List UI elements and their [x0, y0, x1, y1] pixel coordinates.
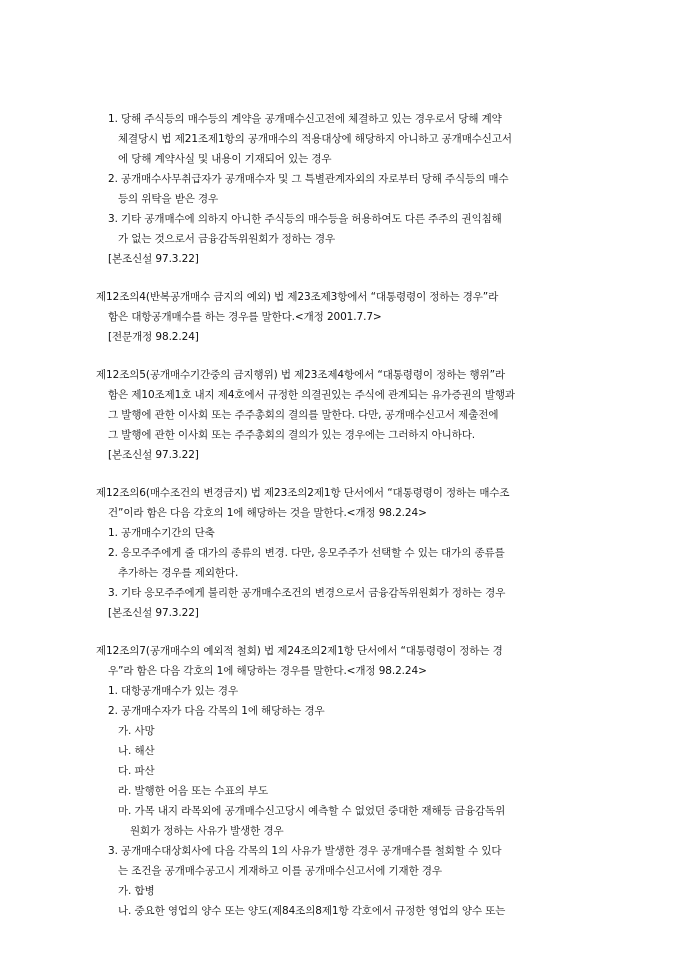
text-line: 1. 대항공개매수가 있는 경우 [108, 685, 239, 697]
text-line: 1. 당해 주식등의 매수등의 계약을 공개매수신고전에 체결하고 있는 경우로서 당해 계약 [108, 113, 502, 125]
text-line: 에 당해 계약사실 및 내용이 기재되어 있는 경우 [118, 153, 332, 165]
text-line: 3. 기타 공개매수에 의하지 아니한 주식등의 매수등을 허용하여도 다른 주주의 권익침해 [108, 213, 502, 225]
text-line: 가 없는 것으로서 금융감독위원회가 정하는 경우 [118, 233, 336, 245]
text-line: [본조신설 97.3.22] [108, 449, 199, 461]
text-line: 제12조의7(공개매수의 예외적 철회) 법 제24조의2제1항 단서에서 “대통령령이 정하는 경 [96, 645, 503, 657]
text-line: 라. 발행한 어음 또는 수표의 부도 [118, 785, 268, 797]
text-line: 우”라 함은 다음 각호의 1에 해당하는 경우를 말한다.<개정 98.2.24> [108, 665, 427, 677]
text-line: 1. 공개매수기간의 단축 [108, 527, 215, 539]
text-line: 2. 응모주주에게 줄 대가의 종류의 변경. 다만, 응모주주가 선택할 수 있는 대가의 종류를 [108, 547, 505, 559]
text-line: 그 발행에 관한 이사회 또는 주주총회의 결의가 있는 경우에는 그러하지 아니하다. [108, 429, 476, 441]
text-line: 등의 위탁을 받은 경우 [118, 193, 219, 205]
text-line: 체결당시 법 제21조제1항의 공개매수의 적용대상에 해당하지 아니하고 공개매수신고서 [118, 133, 512, 145]
text-line: [본조신설 97.3.22] [108, 607, 199, 619]
text-line: 3. 기타 응모주주에게 불리한 공개매수조건의 변경으로서 금융감독위원회가 정하는 경우 [108, 587, 506, 599]
text-line: 다. 파산 [118, 765, 155, 777]
text-line: [본조신설 97.3.22] [108, 253, 199, 265]
text-line: 제12조의5(공개매수기간중의 금지행위) 법 제23조제4항에서 “대통령령이 정하는 행위”라 [96, 369, 505, 381]
text-line: 나. 해산 [118, 745, 155, 757]
text-line: 그 발행에 관한 이사회 또는 주주총회의 결의를 말한다. 다만, 공개매수신고서 제출전에 [108, 409, 499, 421]
text-line: 원회가 정하는 사유가 발생한 경우 [130, 825, 284, 837]
text-line: 2. 공개매수자가 다음 각목의 1에 해당하는 경우 [108, 705, 325, 717]
text-line: 가. 사망 [118, 725, 155, 737]
text-line: 2. 공개매수사무취급자가 공개매수자 및 그 특별관계자외의 자로부터 당해 주식등의 매수 [108, 173, 509, 185]
text-line: 함은 제10조제1호 내지 제4호에서 규정한 의결권있는 주식에 관계되는 유가증권의 발행과 [108, 389, 515, 401]
text-line: 는 조건을 공개매수공고시 게재하고 이를 공개매수신고서에 기재한 경우 [118, 865, 442, 877]
text-line: 마. 가목 내지 라목외에 공개매수신고당시 예측할 수 없었던 중대한 재해등 금융감독위 [118, 805, 506, 817]
text-line: [전문개정 98.2.24] [108, 331, 199, 343]
text-line: 가. 합병 [118, 885, 155, 897]
text-line: 제12조의4(반복공개매수 금지의 예외) 법 제23조제3항에서 “대통령령이 정하는 경우”라 [96, 291, 499, 303]
text-line: 제12조의6(매수조건의 변경금지) 법 제23조의2제1항 단서에서 “대통령령이 정하는 매수조 [96, 487, 510, 499]
text-line: 추가하는 경우를 제외한다. [118, 567, 239, 579]
text-line: 3. 공개매수대상회사에 다음 각목의 1의 사유가 발생한 경우 공개매수를 철회할 수 있다 [108, 845, 502, 857]
text-line: 함은 대항공개매수를 하는 경우를 말한다.<개정 2001.7.7> [108, 311, 382, 323]
text-line: 나. 중요한 영업의 양수 또는 양도(제84조의8제1항 각호에서 규정한 영업의 양수 또는 [118, 905, 506, 917]
text-line: 건”이라 함은 다음 각호의 1에 해당하는 것을 말한다.<개정 98.2.24> [108, 507, 427, 519]
